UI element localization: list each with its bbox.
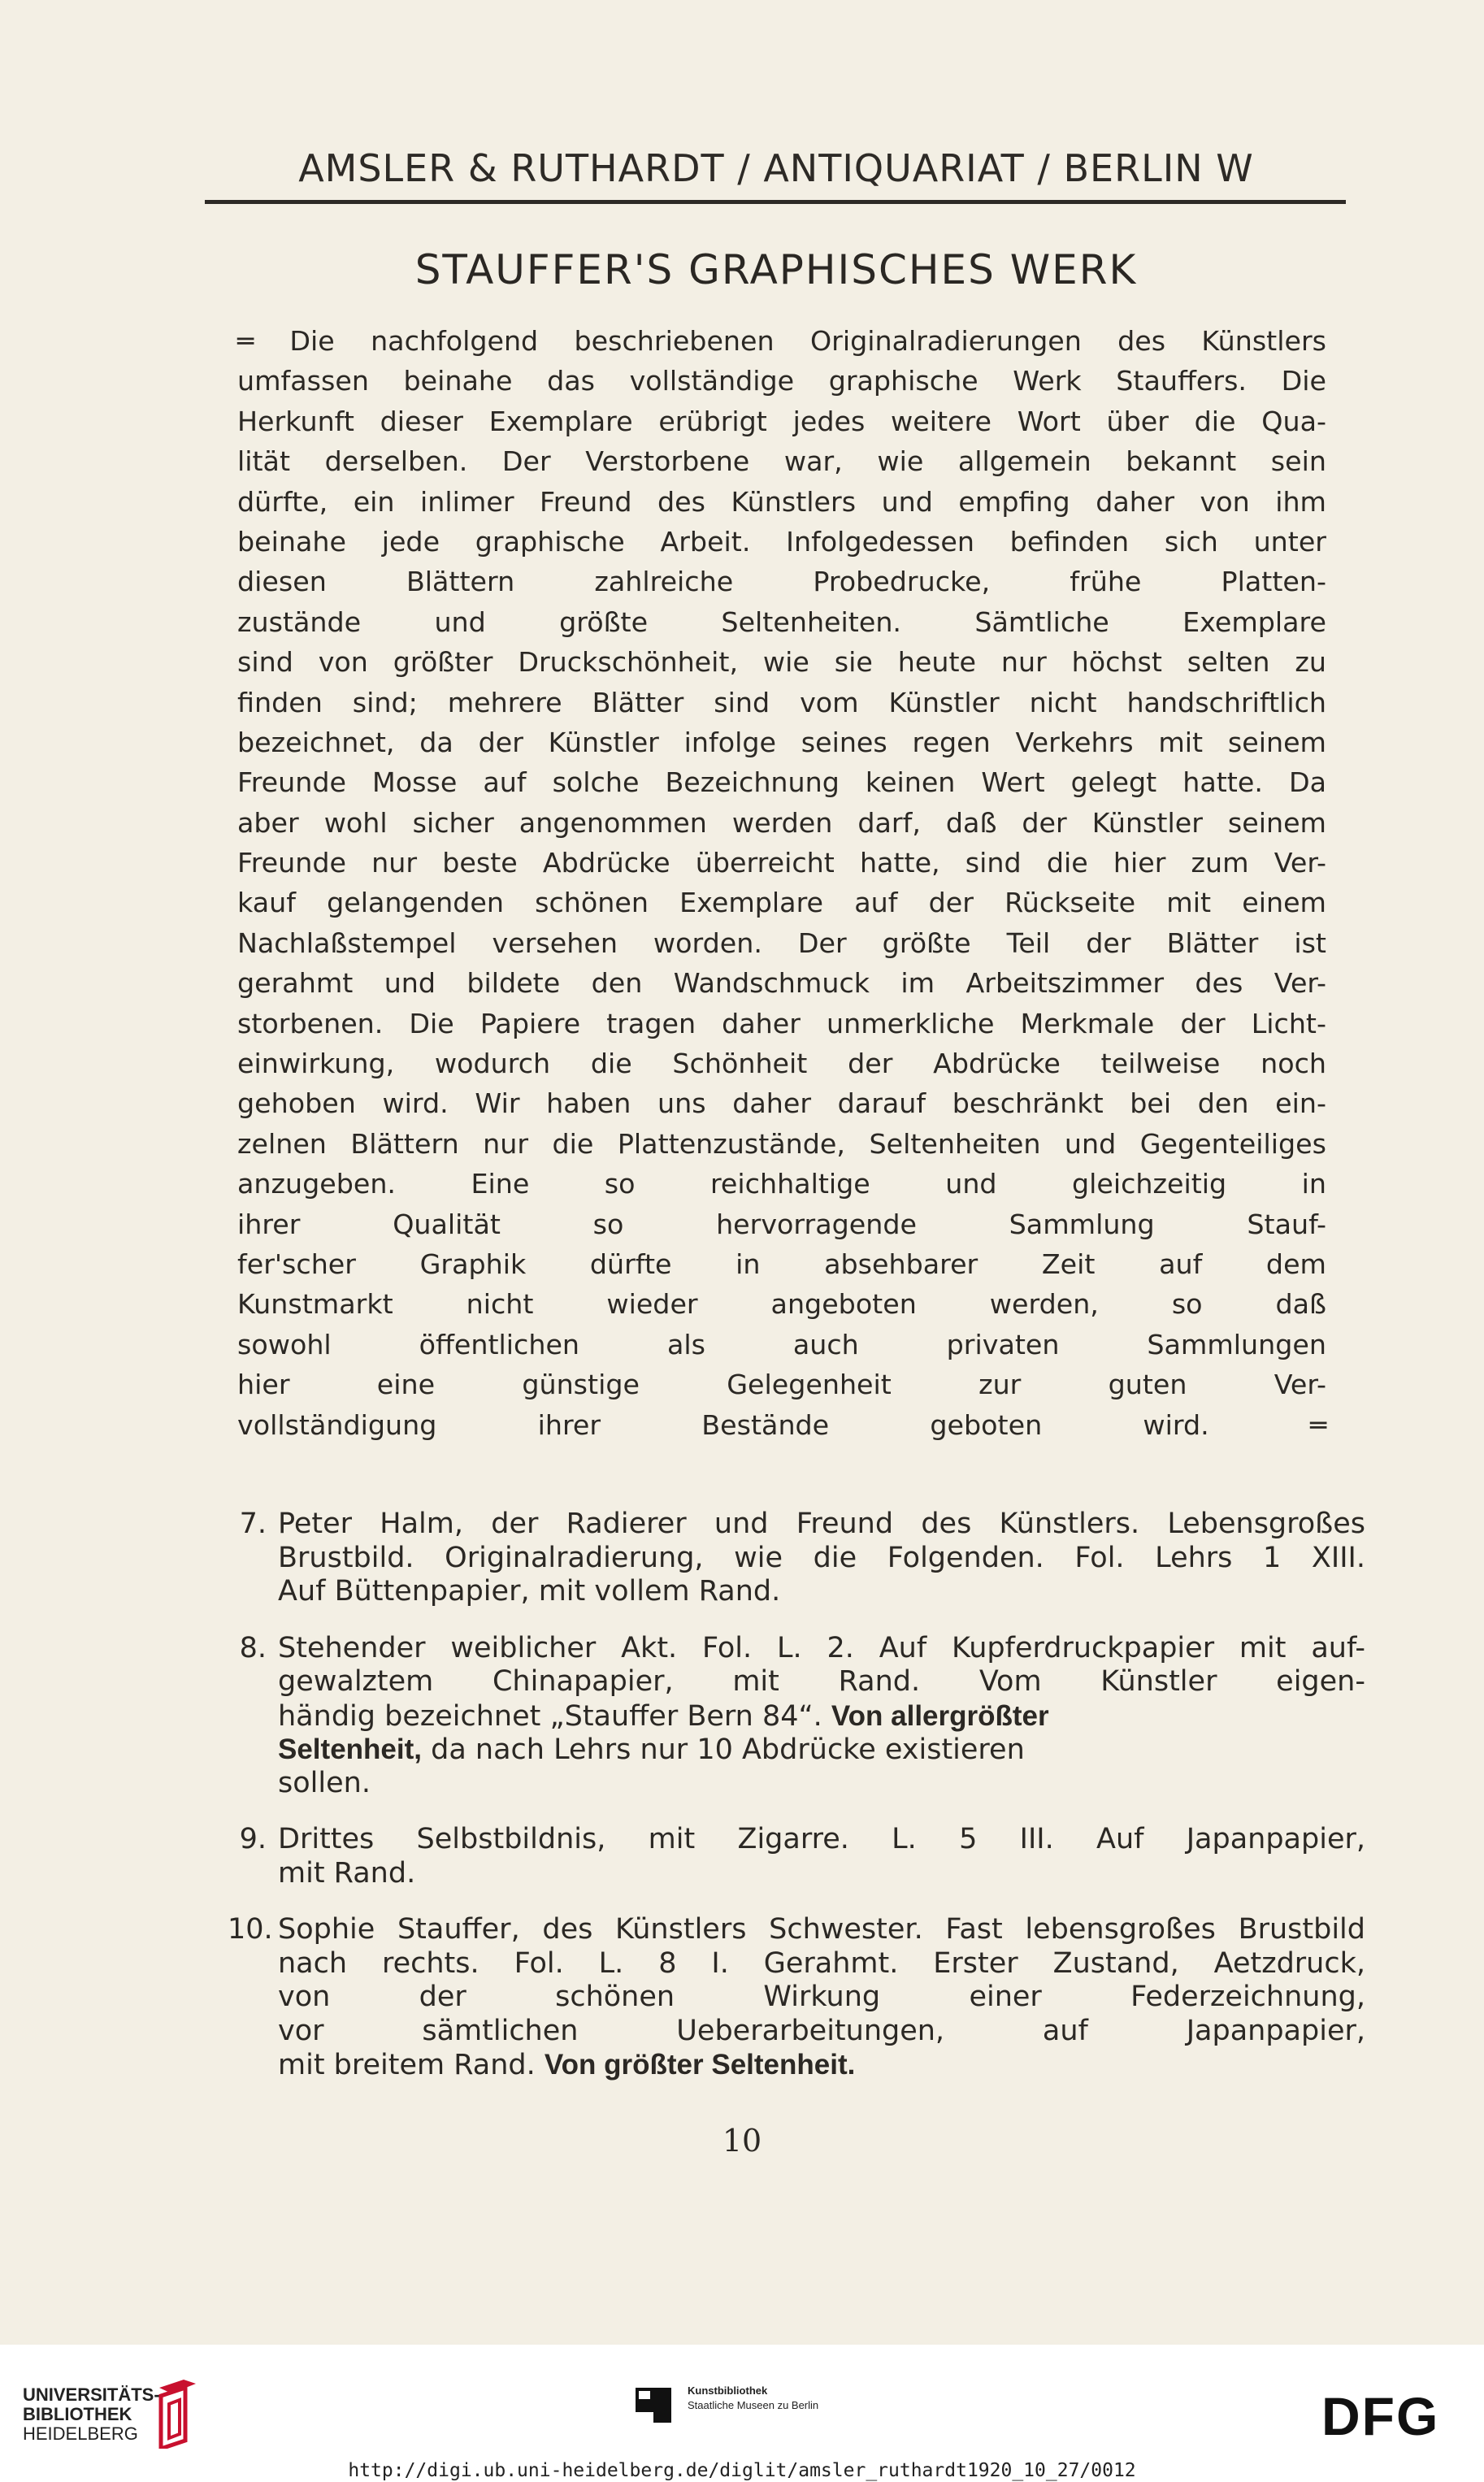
entry-line: Brustbild. Originalradierung, wie die Folgenden. Fol. Lehrs 1 XIII. xyxy=(278,1541,1365,1574)
entry-text xyxy=(278,1913,1365,2082)
page-title: STAUFFER'S GRAPHISCHES WERK xyxy=(414,246,1138,293)
dfg-logo: DFG xyxy=(1321,2386,1440,2446)
entry-line xyxy=(278,1699,1365,1733)
entry-line: Stehender weiblicher Akt. Fol. L. 2. Auf Kupferdruckpapier mit auf- xyxy=(278,1631,1365,1664)
intro-line: ihrer Qualität so hervorragende Sammlung Stauf- xyxy=(237,1208,1326,1240)
catalog-entry xyxy=(228,1823,1365,1890)
intro-line: zelnen Blättern nur die Plattenzustände, Seltenheiten und Gegenteiliges xyxy=(237,1127,1326,1160)
entry-number: 10. xyxy=(228,1913,273,1946)
entry-line: vor sämtlichen Ueberarbeitungen, auf Japanpapier, xyxy=(278,2014,1365,2047)
entry-line: Drittes Selbstbildnis, mit Zigarre. L. 5 III. Auf Japanpapier, xyxy=(278,1823,1365,1855)
intro-paragraph xyxy=(237,321,1326,1445)
entry-number: 7. xyxy=(239,1508,267,1540)
entry-line xyxy=(278,2048,1365,2082)
rarity-note: Seltenheit, xyxy=(278,1733,422,1765)
ub-line-3: HEIDELBERG xyxy=(23,2423,138,2444)
source-url[interactable]: http://digi.ub.uni-heidelberg.de/diglit/amsler_ruthardt1920_10_27/0012 xyxy=(348,2460,1136,2481)
ub-line-1: UNIVERSITÄTS- xyxy=(23,2384,160,2405)
kb-sub: Staatliche Museen zu Berlin xyxy=(688,2399,819,2411)
intro-line: lität derselben. Der Verstorbene war, wie allgemein bekannt sein xyxy=(237,445,1326,478)
intro-line: aber wohl sicher angenommen werden darf, daß der Künstler seinem xyxy=(237,806,1326,839)
intro-line: beinahe jede graphische Arbeit. Infolgedessen befinden sich unter xyxy=(237,525,1326,558)
digitization-footer xyxy=(0,2345,1484,2482)
page-number: 10 xyxy=(722,2123,762,2159)
intro-line: Freunde nur beste Abdrücke überreicht hatte, sind die hier zum Ver- xyxy=(237,847,1326,879)
header-rule xyxy=(205,200,1346,204)
intro-line: dürfte, ein inlimer Freund des Künstlers und empfing daher von ihm xyxy=(237,485,1326,518)
intro-line: diesen Blättern zahlreiche Probedrucke, frühe Platten- xyxy=(237,566,1326,598)
page-header: AMSLER & RUTHARDT / ANTIQUARIAT / BERLIN W xyxy=(298,146,1254,190)
rarity-note: Von größter Seltenheit. xyxy=(544,2049,856,2081)
intro-line: ═ Die nachfolgend beschriebenen Originalradierungen des Künstlers xyxy=(237,325,1326,357)
intro-line: anzugeben. Eine so reichhaltige und gleichzeitig in xyxy=(237,1168,1326,1200)
intro-line: finden sind; mehrere Blätter sind vom Künstler nicht handschriftlich xyxy=(237,686,1326,718)
intro-line: gerahmt und bildete den Wandschmuck im Arbeitszimmer des Ver- xyxy=(237,967,1326,1000)
kb-name: Kunstbibliothek xyxy=(688,2384,768,2397)
entry-line: Peter Halm, der Radierer und Freund des Künstlers. Lebensgroßes xyxy=(278,1508,1365,1540)
intro-line: vollständigung ihrer Bestände geboten wird. ═ xyxy=(237,1408,1326,1441)
rarity-note: Von allergrößter xyxy=(831,1699,1049,1732)
entry-line: Auf Büttenpapier, mit vollem Rand. xyxy=(278,1575,781,1608)
entry-number: 9. xyxy=(239,1823,267,1855)
entry-line: nach rechts. Fol. L. 8 I. Gerahmt. Erster Zustand, Aetzdruck, xyxy=(278,1946,1365,1980)
entry-text xyxy=(278,1823,1365,1890)
entry-line-text: da nach Lehrs nur 10 Abdrücke existieren xyxy=(431,1733,1025,1766)
entry-text xyxy=(278,1508,1365,1609)
catalog-entry xyxy=(228,1913,1365,2082)
intro-line: umfassen beinahe das vollständige graphische Werk Stauffers. Die xyxy=(237,365,1326,397)
intro-line: sowohl öffentlichen als auch privaten Sammlungen xyxy=(237,1328,1326,1360)
entry-line: gewalztem Chinapapier, mit Rand. Vom Künstler eigen- xyxy=(278,1665,1365,1698)
intro-line: einwirkung, wodurch die Schönheit der Abdrücke teilweise noch xyxy=(237,1048,1326,1080)
intro-line: Kunstmarkt nicht wieder angeboten werden, so daß xyxy=(237,1288,1326,1321)
entry-line xyxy=(278,1733,1365,1767)
entry-text xyxy=(278,1632,1365,1801)
entry-line: von der schönen Wirkung einer Federzeichnung, xyxy=(278,1981,1365,2013)
intro-line: Freunde Mosse auf solche Bezeichnung keinen Wert gelegt hatte. Da xyxy=(237,766,1326,799)
catalog-entry xyxy=(228,1508,1365,1609)
intro-line: fer'scher Graphik dürfte in absehbarer Zeit auf dem xyxy=(237,1248,1326,1280)
intro-line: zustände und größte Seltenheiten. Sämtliche Exemplare xyxy=(237,605,1326,638)
entry-line: sollen. xyxy=(278,1766,371,1799)
entry-line: mit Rand. xyxy=(278,1856,416,1890)
entry-line-text: händig bezeichnet „Stauffer Bern 84“. xyxy=(278,1699,822,1733)
entry-line: Sophie Stauffer, des Künstlers Schwester. Fast lebensgroßes Brustbild xyxy=(278,1913,1365,1946)
intro-line: Herkunft dieser Exemplare erübrigt jedes weitere Wort über die Qua- xyxy=(237,405,1326,437)
intro-line: bezeichnet, da der Künstler infolge seines regen Verkehrs mit seinem xyxy=(237,726,1326,758)
ub-heidelberg-logo-text xyxy=(23,2385,160,2444)
catalog-entry xyxy=(228,1632,1365,1801)
intro-line: hier eine günstige Gelegenheit zur guten Ver- xyxy=(237,1369,1326,1401)
intro-line: sind von größter Druckschönheit, wie sie heute nur höchst selten zu xyxy=(237,646,1326,679)
catalog-list xyxy=(228,1508,1365,2105)
ub-line-2: BIBLIOTHEK xyxy=(23,2404,132,2424)
intro-line: Nachlaßstempel versehen worden. Der größte Teil der Blätter ist xyxy=(237,926,1326,959)
intro-line: storbenen. Die Papiere tragen daher unmerkliche Merkmale der Licht- xyxy=(237,1007,1326,1039)
entry-line-text: mit breitem Rand. xyxy=(278,2049,536,2081)
kunstbibliothek-logo-icon xyxy=(636,2384,676,2424)
kunstbibliothek-logo-text xyxy=(688,2384,818,2413)
entry-number: 8. xyxy=(239,1631,267,1664)
intro-line: kauf gelangenden schönen Exemplare auf der Rückseite mit einem xyxy=(237,887,1326,919)
ub-heidelberg-logo-icon xyxy=(151,2376,208,2449)
intro-line: gehoben wird. Wir haben uns daher darauf beschränkt bei den ein- xyxy=(237,1087,1326,1120)
